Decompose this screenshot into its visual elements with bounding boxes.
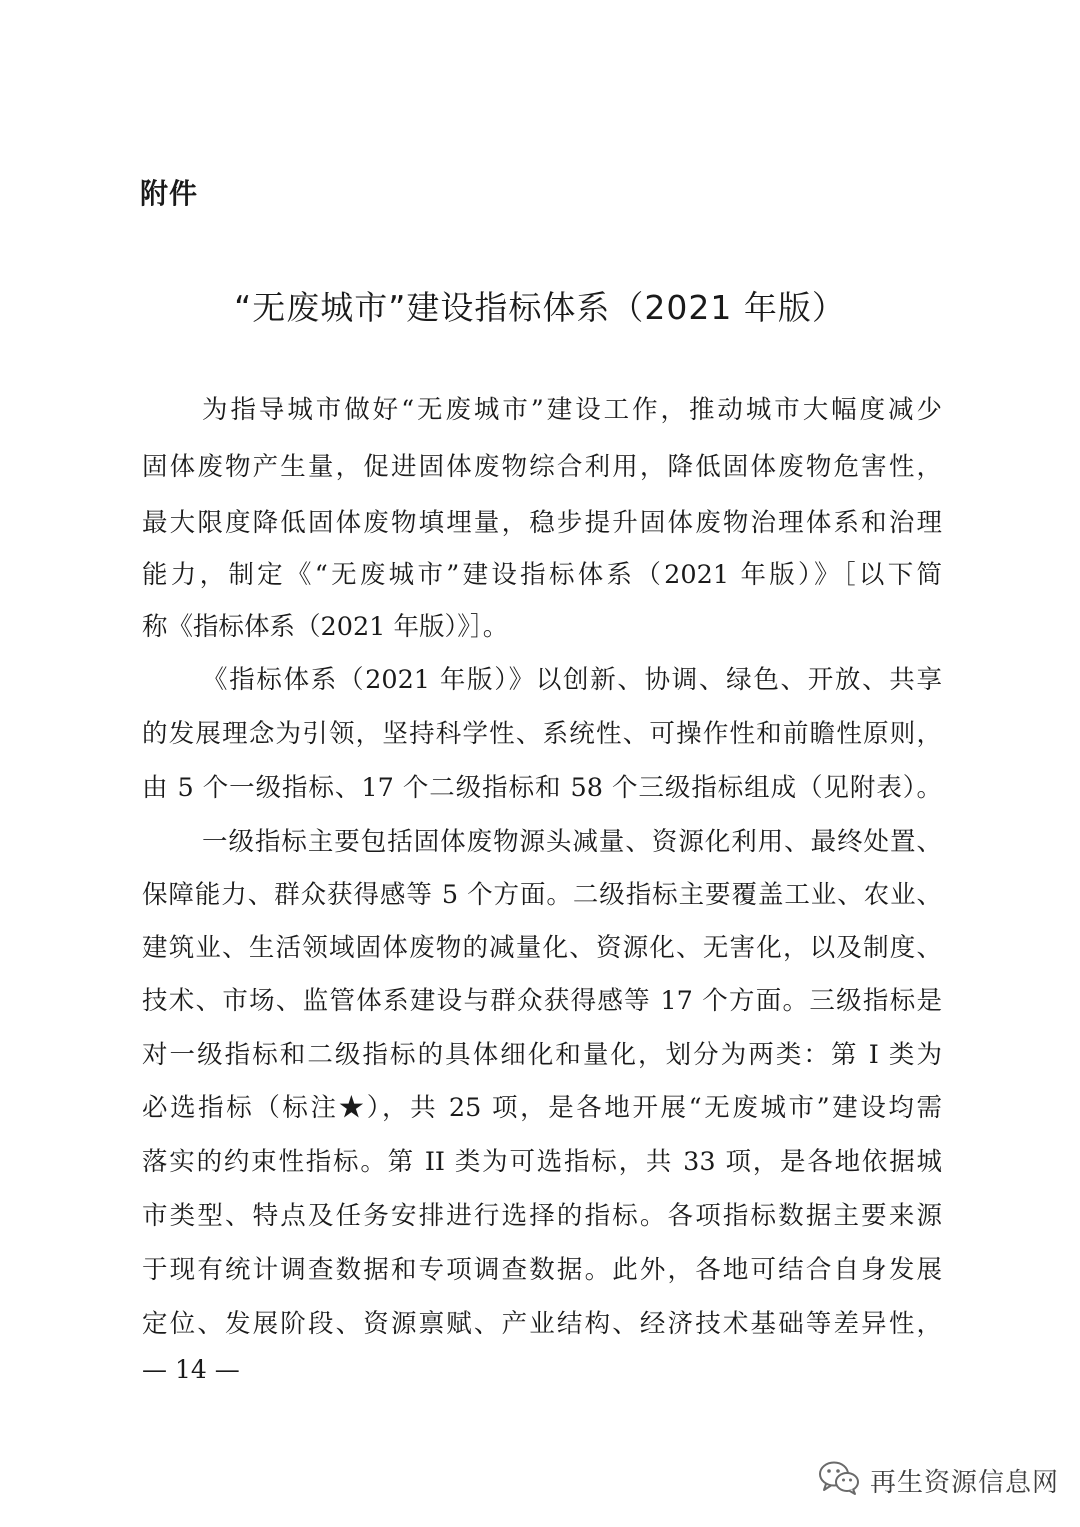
body-line: 固体废物产生量，促进固体废物综合利用，降低固体废物危害性， [142, 452, 942, 482]
body-line: 于现有统计调查数据和专项调查数据。此外，各地可结合自身发展 [142, 1255, 942, 1285]
body-line: 由 5 个一级指标、17 个二级指标和 58 个三级指标组成（见附表）。 [142, 773, 942, 803]
watermark-text: 再生资源信息网 [870, 1467, 1060, 1498]
body-line: 最大限度降低固体废物填埋量，稳步提升固体废物治理体系和治理 [142, 508, 942, 538]
body-line: 技术、市场、监管体系建设与群众获得感等 17 个方面。三级指标是 [142, 986, 942, 1016]
body-line: 保障能力、群众获得感等 5 个方面。二级指标主要覆盖工业、农业、 [142, 880, 942, 910]
body-line: 为指导城市做好“无废城市”建设工作，推动城市大幅度减少 [202, 395, 942, 425]
body-line: 能力，制定《“无废城市”建设指标体系（2021 年版）》［以下简 [142, 560, 942, 590]
body-line: 建筑业、生活领域固体废物的减量化、资源化、无害化，以及制度、 [142, 933, 942, 963]
body-line: 市类型、特点及任务安排进行选择的指标。各项指标数据主要来源 [142, 1201, 942, 1231]
attachment-label: 附件 [140, 177, 199, 210]
body-line: 落实的约束性指标。第 II 类为可选指标，共 33 项，是各地依据城 [142, 1147, 942, 1177]
body-line: 《指标体系（2021 年版）》以创新、协调、绿色、开放、共享 [202, 665, 942, 695]
body-line: 必选指标（标注★），共 25 项，是各地开展“无废城市”建设均需 [142, 1093, 942, 1123]
body-line: 定位、发展阶段、资源禀赋、产业结构、经济技术基础等差异性， [142, 1309, 942, 1339]
page-number: — 14 — [142, 1355, 240, 1384]
body-line: 一级指标主要包括固体废物源头减量、资源化利用、最终处置、 [202, 827, 942, 857]
body-line: 对一级指标和二级指标的具体细化和量化，划分为两类：第 I 类为 [142, 1040, 942, 1070]
wechat-icon [818, 1460, 860, 1500]
watermark [818, 1460, 1059, 1500]
body-line: 的发展理念为引领，坚持科学性、系统性、可操作性和前瞻性原则， [142, 719, 942, 749]
document-title: “无废城市”建设指标体系（2021 年版） [234, 288, 846, 327]
body-line: 称《指标体系（2021 年版）》］。 [142, 612, 509, 642]
